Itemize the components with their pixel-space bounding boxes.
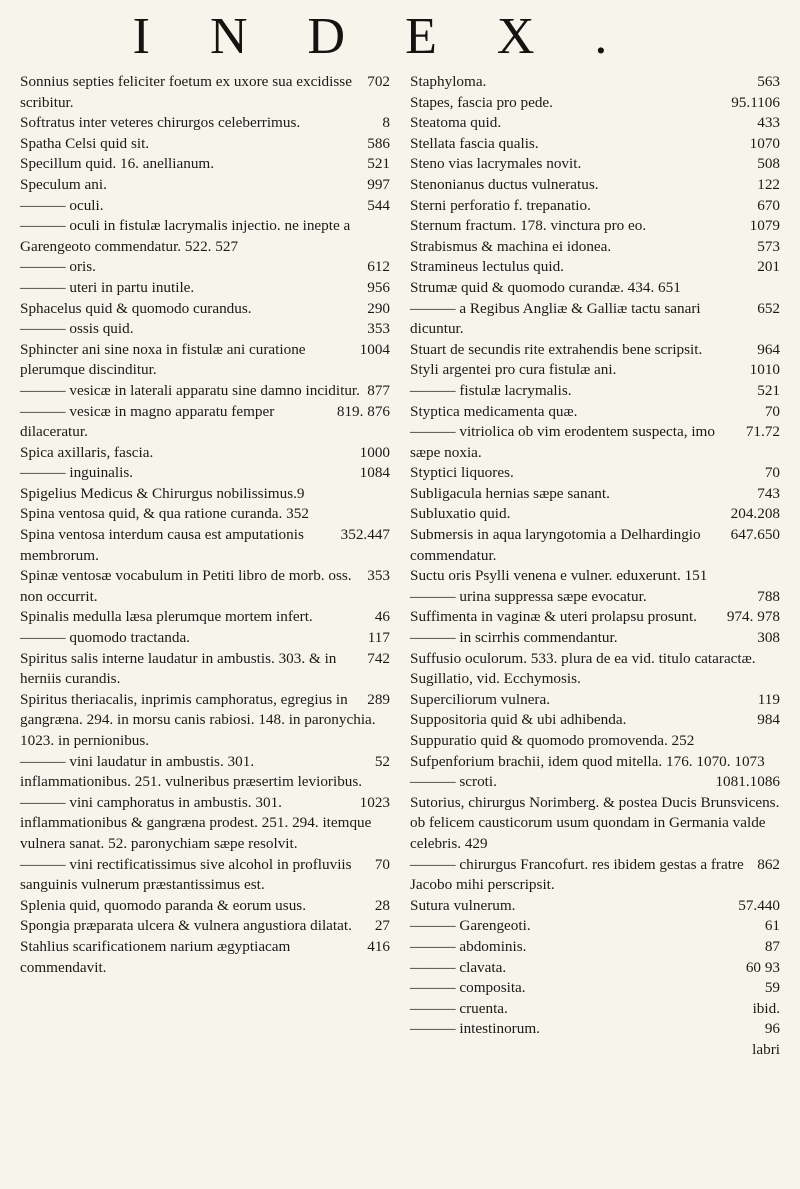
index-entry-text: ——— uteri in partu inutile. bbox=[20, 278, 195, 296]
index-entry-text: Sternum fractum. 178. vinctura pro eo. bbox=[410, 217, 647, 235]
index-entry-pages: 652 bbox=[757, 299, 780, 317]
index-entry-pages: 743 bbox=[757, 484, 780, 502]
index-entry-text: ——— vini laudatur in ambustis. 301. inflammationibus. 251. vulneribus præsertim levioribus. bbox=[20, 752, 363, 791]
index-entry-text: ——— clavata. bbox=[410, 958, 507, 976]
index-entry-text: ——— intestinorum. bbox=[410, 1020, 540, 1038]
index-entry-pages: 1070 bbox=[749, 134, 780, 152]
index-entry bbox=[410, 1019, 780, 1040]
index-entry-pages: 647.650 bbox=[730, 526, 780, 544]
index-entry-pages: 1000 bbox=[359, 443, 390, 461]
index-entry-pages: 290 bbox=[367, 299, 390, 317]
index-entry-text: Subligacula hernias sæpe sanant. bbox=[410, 484, 610, 502]
index-entry bbox=[410, 855, 780, 896]
index-entry-pages: 119 bbox=[757, 690, 780, 708]
index-entry bbox=[410, 463, 780, 484]
index-entry-pages: 742 bbox=[367, 649, 390, 667]
index-entry bbox=[410, 793, 780, 855]
index-entry bbox=[410, 257, 780, 278]
header-letter: I bbox=[132, 8, 210, 65]
index-entry-text: Sphincter ani sine noxa in fistulæ ani curatione plerumque discinditur. bbox=[20, 340, 306, 379]
index-entry-pages: 70 bbox=[764, 402, 780, 420]
index-entry bbox=[410, 484, 780, 505]
index-entry-pages: 1084 bbox=[359, 464, 390, 482]
index-entry-pages: 95.1106 bbox=[731, 93, 780, 111]
index-entry-text: Suppositoria quid & ubi adhibenda. bbox=[410, 711, 627, 729]
index-entry-text: Spina ventosa interdum causa est amputationis membrorum. bbox=[20, 526, 304, 564]
index-entry-text: ——— urina suppressa sæpe evocatur. bbox=[410, 587, 647, 605]
header-letter: N bbox=[209, 8, 308, 65]
index-entry-pages: 122 bbox=[757, 175, 780, 193]
index-entry bbox=[410, 525, 780, 566]
index-entry-text: Sutura vulnerum. bbox=[410, 896, 516, 914]
index-entry bbox=[410, 916, 780, 937]
index-entry-text: Steno vias lacrymales novit. bbox=[410, 155, 582, 173]
index-entry-pages: ibid. bbox=[752, 999, 780, 1017]
index-entry bbox=[20, 113, 390, 134]
index-entry-text: Submersis in aqua laryngotomia a Delhardingio commendatur. bbox=[410, 526, 701, 564]
index-entry-text: Stenonianus ductus vulneratus. bbox=[410, 175, 599, 193]
index-entry bbox=[410, 978, 780, 999]
index-entry-pages: 353 bbox=[367, 567, 390, 585]
index-entry-pages: 201 bbox=[757, 258, 780, 276]
index-entry-text: Strumæ quid & quomodo curandæ. 434. 651 bbox=[410, 278, 681, 296]
index-entry-text: ——— chirurgus Francofurt. res ibidem gestas a fratre Jacobo mihi perscripsit. bbox=[410, 855, 744, 894]
index-entry-pages: 52 bbox=[374, 752, 390, 770]
header-letter: E bbox=[405, 8, 497, 65]
index-entry-text: ——— vini camphoratus in ambustis. 301. inflammationibus & gangræna prodest. 251. 294. itemque vulnera sanat. 52. paronychiam sæpe resolvit. bbox=[20, 793, 372, 852]
index-entry-text: Sugillatio, vid. Ecchymosis. bbox=[410, 670, 581, 688]
index-entry bbox=[20, 690, 390, 752]
index-entry bbox=[20, 443, 390, 464]
index-entry-pages: 702 bbox=[367, 73, 390, 90]
index-entry bbox=[410, 72, 780, 93]
index-entry-text: Sterni perforatio f. trepanatio. bbox=[410, 196, 591, 214]
index-entry-pages: 87 bbox=[764, 937, 780, 955]
index-entry-pages: 1010 bbox=[749, 361, 780, 379]
index-entry-pages: 862 bbox=[757, 855, 780, 873]
index-entry bbox=[410, 113, 780, 134]
index-entry bbox=[410, 669, 780, 690]
index-entry bbox=[20, 484, 390, 505]
index-entry-text: ——— oculi. bbox=[20, 196, 104, 214]
index-entry-text: ——— vesicæ in magno apparatu femper dilaceratur. bbox=[20, 402, 275, 441]
index-entry-pages: labri bbox=[752, 1040, 780, 1058]
index-entry-text: ——— scroti. bbox=[410, 773, 497, 791]
index-entry bbox=[410, 710, 780, 731]
index-entry-text: Suffusio oculorum. 533. plura de ea vid. titulo cataractæ. bbox=[410, 649, 756, 667]
index-entry-text: Styptici liquores. bbox=[410, 464, 514, 482]
index-entry-pages: 57.440 bbox=[738, 896, 780, 914]
index-entry bbox=[20, 196, 390, 217]
index-entry-pages: 59 bbox=[764, 979, 780, 997]
index-entry-text: Specillum quid. 16. anellianum. bbox=[20, 155, 215, 173]
index-entry-text: Stuart de secundis rite extrahendis bene scripsit. bbox=[410, 340, 703, 358]
index-entry bbox=[20, 134, 390, 155]
index-entry-pages: 416 bbox=[367, 937, 390, 955]
index-entry bbox=[410, 752, 780, 773]
index-entry-text: ——— vesicæ in laterali apparatu sine damno inciditur. bbox=[20, 381, 360, 399]
index-entry bbox=[20, 402, 390, 443]
index-entry bbox=[410, 154, 780, 175]
index-entry-pages: 788 bbox=[757, 587, 780, 605]
index-entry-pages: 70 bbox=[764, 464, 780, 482]
index-entry-text: ——— inguinalis. bbox=[20, 464, 134, 482]
index-entry bbox=[410, 402, 780, 423]
index-entry-text: Stellata fascia qualis. bbox=[410, 134, 539, 152]
index-entry-pages: 1004 bbox=[359, 340, 390, 358]
index-entry bbox=[20, 299, 390, 320]
index-entry bbox=[20, 175, 390, 196]
index-entry-pages: 8 bbox=[382, 114, 390, 132]
index-entry bbox=[410, 607, 780, 628]
index-entry-text: Strabismus & machina ei idonea. bbox=[410, 237, 612, 255]
index-entry-text: ——— ossis quid. bbox=[20, 320, 134, 338]
index-entry bbox=[20, 340, 390, 381]
index-entry-text: Sonnius septies feliciter foetum ex uxore sua excidisse scribitur. bbox=[20, 73, 352, 111]
index-entry bbox=[20, 278, 390, 299]
index-entry-pages: 586 bbox=[367, 134, 390, 152]
index-entry-text: ——— abdominis. bbox=[410, 937, 527, 955]
index-entry-pages: 877 bbox=[367, 381, 390, 399]
index-entry bbox=[20, 257, 390, 278]
index-entry-text: ——— vini rectificatissimus sive alcohol in profluviis sanguinis vulnerum præstantissimus est. bbox=[20, 855, 352, 894]
index-entry-text: Spinæ ventosæ vocabulum in Petiti libro de morb. oss. non occurrit. bbox=[20, 567, 352, 605]
index-entry bbox=[410, 896, 780, 917]
index-entry-pages: 28 bbox=[374, 896, 390, 914]
index-entry-text: ——— vitriolica ob vim erodentem suspecta, imo sæpe noxia. bbox=[410, 423, 715, 461]
index-entry-pages: 1023 bbox=[359, 793, 390, 811]
index-entry bbox=[20, 154, 390, 175]
index-entry bbox=[20, 855, 390, 896]
index-entry-text: Sutorius, chirurgus Norimberg. & postea Ducis Brunsvicens. ob felicem causticorum usum quondam in Germania valde celebris. 429 bbox=[410, 793, 780, 852]
index-column-right bbox=[410, 72, 780, 1061]
index-entry bbox=[410, 175, 780, 196]
index-entry bbox=[20, 72, 390, 113]
index-entry bbox=[410, 504, 780, 525]
index-entry-text: ——— oculi in fistulæ lacrymalis injectio. ne inepte a Garengeoto commendatur. 522. 527 bbox=[20, 217, 351, 255]
index-entry-text: ——— in scirrhis commendantur. bbox=[410, 629, 618, 647]
index-entry-text: ——— oris. bbox=[20, 258, 96, 276]
index-entry-pages: 61 bbox=[764, 917, 780, 935]
index-entry-text: Suffimenta in vaginæ & uteri prolapsu prosunt. bbox=[410, 608, 697, 626]
index-entry-text: Sphacelus quid & quomodo curandus. bbox=[20, 299, 252, 317]
index-entry-pages: 308 bbox=[757, 629, 780, 647]
index-entry-text: ——— a Regibus Angliæ & Galliæ tactu sanari dicuntur. bbox=[410, 299, 701, 338]
index-entry bbox=[20, 381, 390, 402]
index-entry bbox=[20, 896, 390, 917]
index-entry bbox=[410, 93, 780, 114]
index-entry bbox=[410, 216, 780, 237]
index-entry bbox=[20, 319, 390, 340]
index-entry-pages: 508 bbox=[757, 155, 780, 173]
index-entry bbox=[20, 566, 390, 607]
index-entry-text: ——— fistulæ lacrymalis. bbox=[410, 381, 572, 399]
index-entry bbox=[410, 299, 780, 340]
index-entry-pages: 544 bbox=[367, 196, 390, 214]
index-entry-pages: 27 bbox=[374, 917, 390, 935]
index-entry-pages: 1079 bbox=[749, 217, 780, 235]
index-entry bbox=[410, 649, 780, 670]
index-entry-pages: 974. 978 bbox=[726, 608, 780, 626]
index-entry-pages: 96 bbox=[764, 1020, 780, 1038]
index-entry bbox=[410, 958, 780, 979]
index-entry bbox=[410, 237, 780, 258]
index-entry-text: Softratus inter veteres chirurgos celeberrimus. bbox=[20, 114, 301, 132]
index-entry-pages: 612 bbox=[367, 258, 390, 276]
index-entry bbox=[20, 463, 390, 484]
index-entry-pages: 71.72 bbox=[745, 423, 780, 441]
index-entry-text: Spina ventosa quid, & qua ratione curanda. 352 bbox=[20, 505, 309, 523]
index-entry-text: Spatha Celsi quid sit. bbox=[20, 134, 150, 152]
index-entry bbox=[20, 525, 390, 566]
index-entry bbox=[20, 628, 390, 649]
index-column-left bbox=[20, 72, 390, 978]
index-entry bbox=[410, 937, 780, 958]
index-entry-text: Spinalis medulla læsa plerumque mortem infert. bbox=[20, 608, 313, 626]
index-entry-text: Spiritus theriacalis, inprimis camphoratus, egregius in gangræna. 294. in morsu canis rabiosi. 148. in paronychia. 1023. in pernionibus. bbox=[20, 690, 376, 749]
index-entry bbox=[410, 278, 780, 299]
header-letter: D bbox=[307, 8, 406, 65]
index-entry-text: ——— Garengeoti. bbox=[410, 917, 531, 935]
index-entry bbox=[410, 587, 780, 608]
index-entry-pages: 352.447 bbox=[340, 526, 390, 544]
index-entry-text: Spica axillaris, fascia. bbox=[20, 443, 154, 461]
index-entry bbox=[20, 937, 390, 978]
index-entry-pages: 670 bbox=[757, 196, 780, 214]
index-entry-text: Superciliorum vulnera. bbox=[410, 690, 551, 708]
index-entry-pages: 433 bbox=[757, 114, 780, 132]
header-letter: X. bbox=[496, 8, 668, 65]
page-header bbox=[0, 6, 800, 68]
index-entry-pages: 60 93 bbox=[745, 958, 780, 976]
index-entry-pages: 117 bbox=[367, 629, 390, 647]
index-entry-pages: 956 bbox=[367, 278, 390, 296]
index-entry-pages: 70 bbox=[374, 855, 390, 873]
index-entry-text: Suctu oris Psylli venena e vulner. eduxerunt. 151 bbox=[410, 567, 708, 585]
index-entry-pages: 204.208 bbox=[730, 505, 780, 523]
index-entry-text: Steatoma quid. bbox=[410, 114, 502, 132]
index-entry bbox=[20, 793, 390, 855]
index-entry bbox=[410, 690, 780, 711]
index-entry bbox=[20, 649, 390, 690]
index-entry-text: Spiritus salis interne laudatur in ambustis. 303. & in herniis curandis. bbox=[20, 649, 337, 688]
index-entry-pages: 573 bbox=[757, 237, 780, 255]
index-entry bbox=[410, 360, 780, 381]
index-entry-text: Spongia præparata ulcera & vulnera angustiora dilatat. bbox=[20, 917, 352, 935]
index-entry bbox=[410, 772, 780, 793]
index-entry bbox=[410, 1040, 780, 1061]
index-entry-text: Staphyloma. bbox=[410, 73, 487, 90]
index-entry bbox=[410, 134, 780, 155]
index-entry-text: Styli argentei pro cura fistulæ ani. bbox=[410, 361, 617, 379]
index-entry bbox=[410, 340, 780, 361]
index-entry bbox=[410, 422, 780, 463]
index-entry-pages: 984 bbox=[757, 711, 780, 729]
index-entry-pages: 46 bbox=[374, 608, 390, 626]
index-entry-pages: 289 bbox=[367, 690, 390, 708]
index-entry bbox=[20, 216, 390, 257]
index-entry-text: Styptica medicamenta quæ. bbox=[410, 402, 578, 420]
index-entry-text: Stahlius scarificationem narium ægyptiacam commendavit. bbox=[20, 937, 291, 976]
index-entry-pages: 1081.1086 bbox=[715, 773, 780, 791]
index-entry-text: Splenia quid, quomodo paranda & eorum usus. bbox=[20, 896, 306, 914]
index-entry bbox=[410, 381, 780, 402]
index-entry-pages: 563 bbox=[757, 73, 780, 90]
index-entry bbox=[410, 566, 780, 587]
index-entry bbox=[20, 752, 390, 793]
index-entry-text: ——— quomodo tractanda. bbox=[20, 629, 190, 647]
index-entry-text: Stramineus lectulus quid. bbox=[410, 258, 564, 276]
index-entry-text: ——— composita. bbox=[410, 979, 526, 997]
index-entry-pages: 521 bbox=[367, 155, 390, 173]
index-entry-pages: 819. 876 bbox=[336, 402, 390, 420]
index-entry-text: ——— cruenta. bbox=[410, 999, 508, 1017]
index-entry-pages: 964 bbox=[757, 340, 780, 358]
index-entry bbox=[20, 504, 390, 525]
index-entry bbox=[20, 607, 390, 628]
index-entry bbox=[410, 999, 780, 1020]
index-entry-text: Suppuratio quid & quomodo promovenda. 252 bbox=[410, 732, 695, 749]
index-entry-text: Subluxatio quid. bbox=[410, 505, 511, 523]
index-entry-pages: 353 bbox=[367, 320, 390, 338]
index-entry bbox=[410, 731, 780, 752]
index-entry-text: Sufpenforium brachii, idem quod mitella. 176. 1070. 1073 bbox=[410, 752, 765, 770]
index-entry-text: Spigelius Medicus & Chirurgus nobilissimus.9 bbox=[20, 484, 305, 502]
index-entry-pages: 521 bbox=[757, 381, 780, 399]
index-entry-pages: 997 bbox=[367, 175, 390, 193]
index-entry-text: Stapes, fascia pro pede. bbox=[410, 93, 553, 111]
index-entry-text: Speculum ani. bbox=[20, 175, 107, 193]
index-entry bbox=[20, 916, 390, 937]
index-entry bbox=[410, 628, 780, 649]
index-entry bbox=[410, 196, 780, 217]
